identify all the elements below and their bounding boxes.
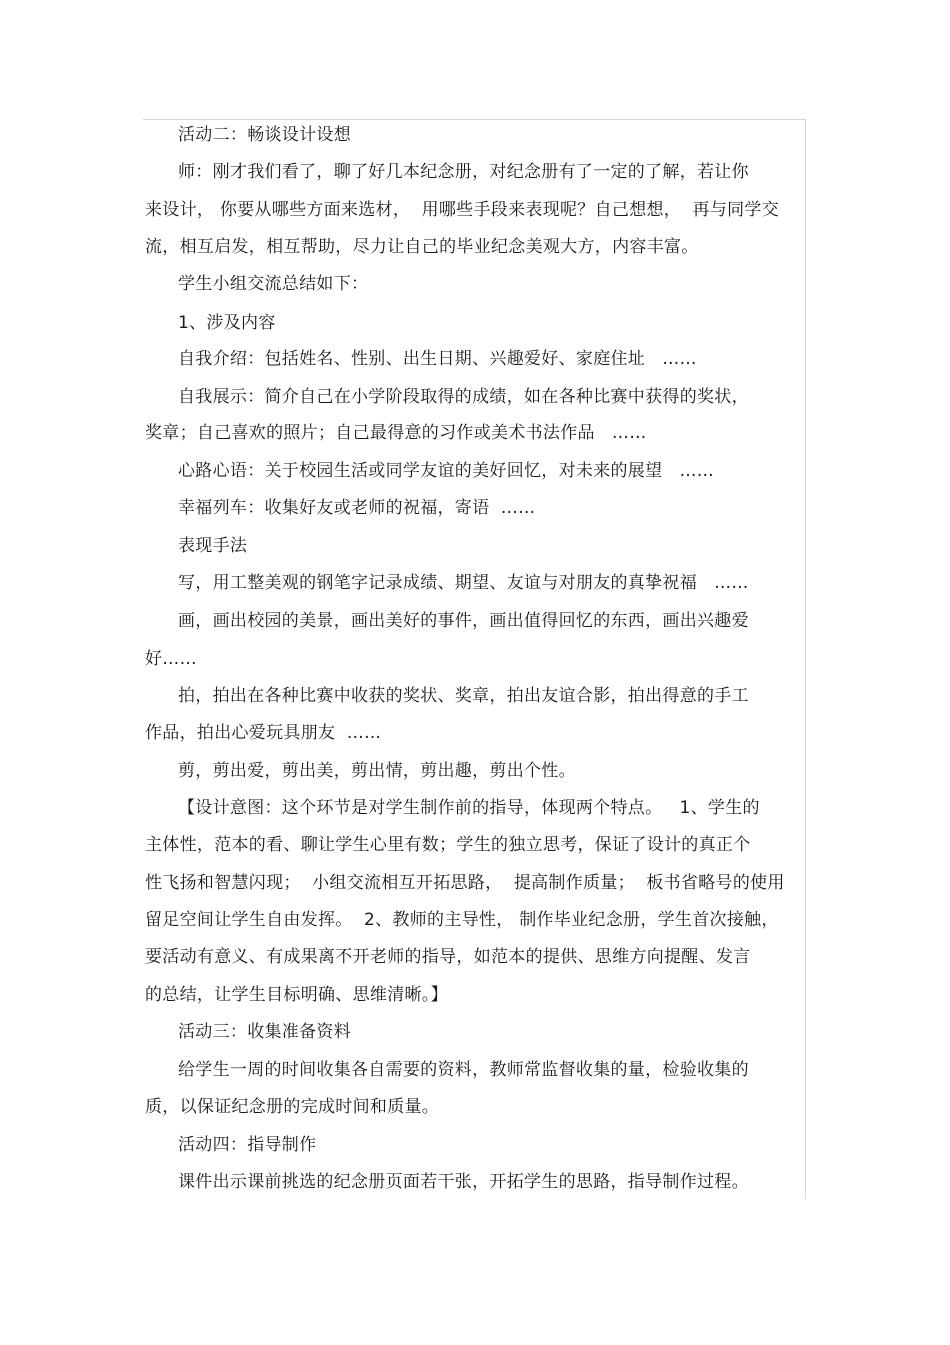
paragraph-line: 自我介绍：包括姓名、性别、出生日期、兴趣爱好、家庭住址 …… [178, 349, 697, 369]
paragraph-line: 写，用工整美观的钢笔字记录成绩、期望、友谊与对朋友的真挚祝福 …… [178, 573, 749, 593]
paragraph-line: 剪，剪出爱，剪出美，剪出情，剪出趣，剪出个性。 [178, 761, 576, 781]
design-intent-line: 性飞扬和智慧闪现； 小组交流相互开拓思路， 提高制作质量； 板书省略号的使用 [145, 873, 785, 893]
paragraph-line: 心路心语：关于校园生活或同学友谊的美好回忆，对未来的展望 …… [178, 461, 715, 481]
paragraph-line: 自我展示：简介自己在小学阶段取得的成绩，如在各种比赛中获得的奖状， [178, 387, 749, 407]
paragraph-line: 师：刚才我们看了，聊了好几本纪念册，对纪念册有了一定的了解，若让你 [178, 162, 749, 182]
paragraph-line: 奖章；自己喜欢的照片；自己最得意的习作或美术书法作品 …… [145, 423, 647, 443]
heading-activity-two: 活动二：畅谈设计设想 [178, 125, 351, 145]
paragraph-line: 作品，拍出心爱玩具朋友 …… [145, 723, 382, 743]
design-intent-line: 留足空间让学生自由发挥。 2、教师的主导性， 制作毕业纪念册，学生首次接触， [145, 910, 779, 930]
paragraph-line: 画，画出校园的美景，画出美好的事件，画出值得回忆的东西，画出兴趣爱 [178, 611, 749, 631]
design-intent-line: 的总结，让学生目标明确、思维清晰。】 [145, 985, 448, 1005]
paragraph-line: 流，相互启发，相互帮助，尽力让自己的毕业纪念美观大方，内容丰富。 [145, 237, 699, 257]
subheading-content: 1、涉及内容 [178, 313, 276, 333]
heading-activity-four: 活动四：指导制作 [178, 1135, 317, 1155]
design-intent-line: 要活动有意义、有成果离不开老师的指导，如范本的提供、思维方向提醒、发言 [145, 947, 751, 967]
paragraph-line: 给学生一周的时间收集各自需要的资料，教师常监督收集的量，检验收集的 [178, 1060, 749, 1080]
paragraph-line: 质，以保证纪念册的完成时间和质量。 [145, 1097, 440, 1117]
paragraph-line: 拍，拍出在各种比赛中收获的奖状、奖章，拍出友谊合影，拍出得意的手工 [178, 686, 749, 706]
paragraph-line: 好…… [145, 649, 197, 669]
subheading-methods: 表现手法 [178, 536, 248, 556]
paragraph-line: 课件出示课前挑选的纪念册页面若干张，开拓学生的思路，指导制作过程。 [178, 1172, 749, 1192]
paragraph-line: 学生小组交流总结如下： [178, 274, 369, 294]
paragraph-line: 来设计， 你要从哪些方面来选材， 用哪些手段来表现呢？自己想想， 再与同学交 [145, 200, 780, 220]
design-intent-line: 【设计意图：这个环节是对学生制作前的指导，体现两个特点。 1、学生的 [178, 798, 760, 818]
paragraph-line: 幸福列车：收集好友或老师的祝福，寄语 …… [178, 498, 536, 518]
heading-activity-three: 活动三：收集准备资料 [178, 1022, 351, 1042]
design-intent-line: 主体性，范本的看、聊让学生心里有数；学生的独立思考，保证了设计的真正个 [145, 835, 751, 855]
